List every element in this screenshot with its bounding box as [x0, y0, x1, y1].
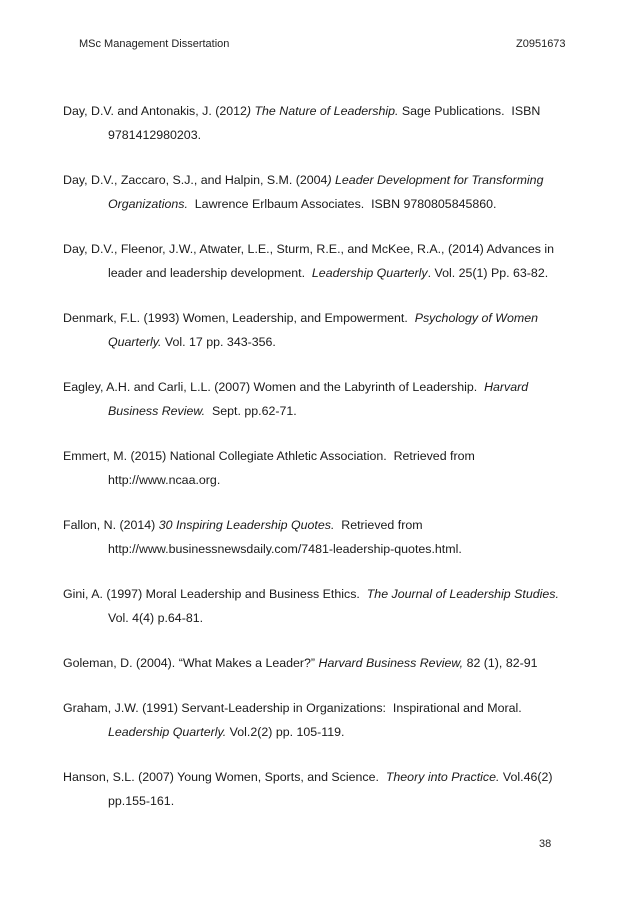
running-header-student-id: Z0951673 [516, 38, 566, 50]
reference-text: . Vol. 25(1) Pp. 63-82. [427, 266, 549, 280]
reference-text: Denmark, F.L. (1993) Women, Leadership, and Empowerment. [63, 311, 415, 325]
reference-text: Graham, J.W. (1991) Servant-Leadership in Organizations: Inspirational and Moral. [63, 701, 526, 715]
reference-text: Eagley, A.H. and Carli, L.L. (2007) Women and the Labyrinth of Leadership. [63, 380, 485, 394]
reference-text: Vol.2(2) pp. 105-119. [226, 725, 345, 739]
reference-text: Vol. 17 pp. 343-356. [161, 335, 276, 349]
reference-text: Sept. pp.62-71. [205, 404, 297, 418]
reference-entry [63, 168, 573, 216]
reference-title-italic: ) The Nature of Leadership. [246, 104, 399, 118]
reference-entry [63, 375, 573, 423]
reference-entry [63, 651, 573, 675]
reference-text: Day, D.V. and Antonakis, J. (2012 [63, 104, 247, 118]
reference-entry [63, 765, 573, 813]
reference-text: Sage Publications. ISBN 9781412980203. [108, 104, 544, 142]
reference-text: Lawrence Erlbaum Associates. ISBN 9780805845860. [187, 197, 497, 211]
reference-text: Day, D.V., Zaccaro, S.J., and Halpin, S.M. (2004 [63, 173, 328, 187]
reference-entry [63, 582, 573, 630]
reference-title-italic: Harvard Business Review. [108, 380, 532, 418]
reference-title-italic: Theory into Practice. [385, 770, 500, 784]
running-header-title: MSc Management Dissertation [79, 38, 230, 50]
page-number: 38 [539, 838, 552, 850]
reference-title-italic: Leadership Quarterly. [108, 725, 227, 739]
reference-entry [63, 99, 573, 147]
reference-text: Vol.46(2) pp.155-161. [108, 770, 556, 808]
reference-text: Fallon, N. (2014) [63, 518, 159, 532]
reference-text: Goleman, D. (2004). “What Makes a Leader?” [63, 656, 319, 670]
reference-text: Hanson, S.L. (2007) Young Women, Sports, and Science. [63, 770, 386, 784]
reference-text: 82 (1), 82-91 [463, 656, 538, 670]
reference-entry [63, 513, 573, 561]
reference-title-italic: ) Leader Development for Transforming Organizations. [108, 173, 547, 211]
reference-text: Retrieved from http://www.businessnewsdaily.com/7481-leadership-quotes.html. [108, 518, 462, 556]
reference-entry [63, 696, 573, 744]
reference-text: Vol. 4(4) p.64-81. [108, 587, 563, 625]
reference-title-italic: Harvard Business Review, [318, 656, 464, 670]
reference-entry [63, 306, 573, 354]
reference-list [63, 99, 573, 834]
reference-title-italic: 30 Inspiring Leadership Quotes. [158, 518, 335, 532]
reference-text: Gini, A. (1997) Moral Leadership and Business Ethics. [63, 587, 367, 601]
reference-title-italic: Leadership Quarterly [311, 266, 428, 280]
reference-title-italic: The Journal of Leadership Studies. [366, 587, 559, 601]
reference-text: Emmert, M. (2015) National Collegiate Athletic Association. Retrieved from http://www.ncaa.org. [63, 449, 479, 487]
reference-entry [63, 444, 573, 492]
reference-text: Day, D.V., Fleenor, J.W., Atwater, L.E., Sturm, R.E., and McKee, R.A., (2014) Advances in leader and leadership development. [63, 242, 558, 280]
reference-entry [63, 237, 573, 285]
reference-title-italic: Psychology of Women Quarterly. [108, 311, 542, 349]
